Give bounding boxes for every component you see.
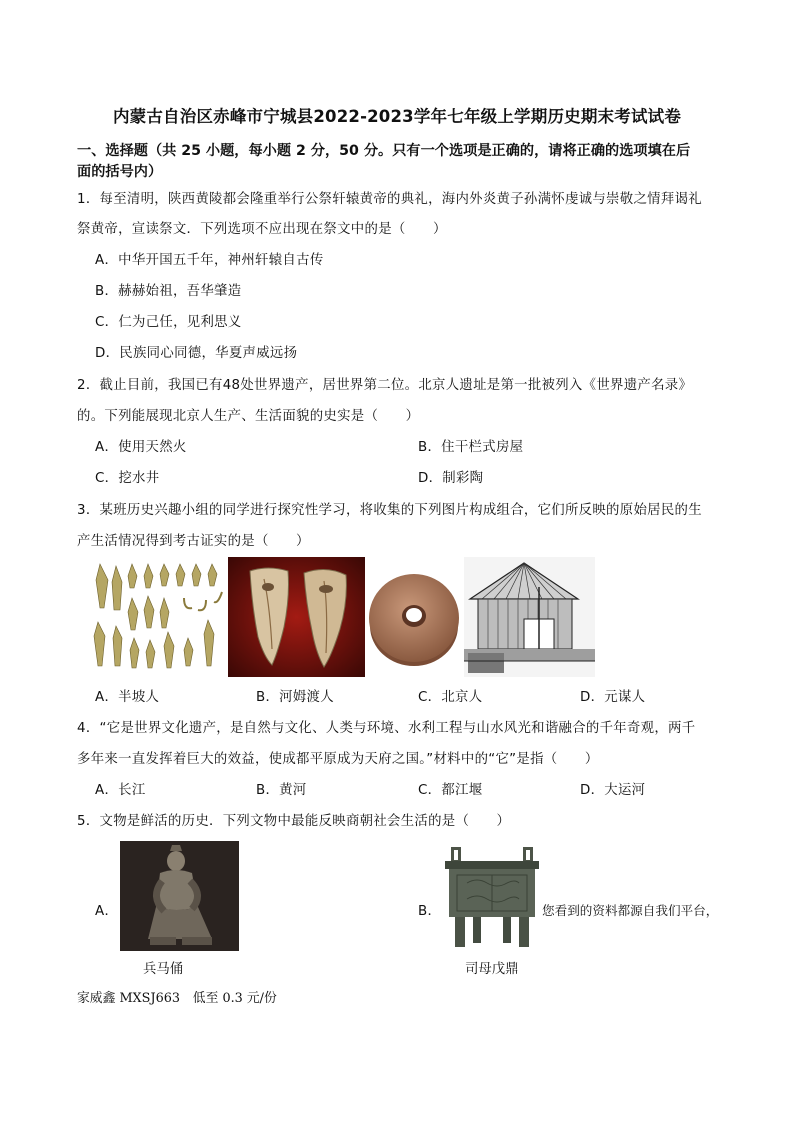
q4-option-b: B．黄河: [256, 783, 307, 798]
terracotta-warrior-image: [120, 841, 239, 951]
q4-stem-line1: 4．“它是世界文化遗产，是自然与文化、人类与环境、水利工程与山水风光和谐融合的千年奇观，两千: [77, 721, 696, 736]
q2-option-b: B．住干栏式房屋: [418, 440, 524, 455]
promo-footer: 家威鑫 MXSJ663 低至 0.3 元/份: [77, 991, 277, 1006]
bone-tools-image: [88, 558, 228, 676]
q3-option-a: A．半坡人: [95, 690, 160, 705]
q4-option-c: C．都江堰: [418, 783, 483, 798]
simuwu-ding-image: [443, 843, 541, 952]
q1-stem-line2: 祭黄帝，宣读祭文．下列选项不应出现在祭文中的是（ ）: [77, 222, 447, 237]
q5-option-b-caption: 司母戊鼎: [465, 962, 519, 977]
q5-option-a-caption: 兵马俑: [143, 962, 184, 977]
section-heading-line2: 面的括号内）: [77, 164, 163, 180]
q2-option-c: C．挖水井: [95, 471, 160, 486]
exam-title: 内蒙古自治区赤峰市宁城县2022-2023学年七年级上学期历史期末考试试卷: [112, 107, 682, 126]
q2-stem-line1: 2．截止目前，我国已有48处世界遗产，居世界第二位。北京人遗址是第一批被列入《世界遗产名录》: [77, 378, 693, 393]
q3-stem-line2: 产生活情况得到考古证实的是（ ）: [77, 534, 310, 549]
q1-option-b: B．赫赫始祖，吾华肇造: [95, 284, 242, 299]
q1-option-a: A．中华开国五千年，神州轩辕自古传: [95, 253, 324, 268]
q3-stem-line1: 3．某班历史兴趣小组的同学进行探究性学习，将收集的下列图片构成组合，它们所反映的原始居民的生: [77, 503, 702, 518]
stilt-house-image: [464, 557, 595, 677]
q5-stem: 5．文物是鲜活的历史．下列文物中最能反映商朝社会生活的是（ ）: [77, 814, 511, 829]
section-heading-line1: 一、选择题（共 25 小题，每小题 2 分，50 分。只有一个选项是正确的，请将正确的选项填在后: [77, 143, 691, 159]
q4-option-a: A．长江: [95, 783, 146, 798]
bone-plough-image: [228, 557, 365, 677]
promo-overlay-text: 您看到的资料都源自我们平台，: [542, 903, 719, 918]
q1-option-c: C．仁为己任，见利思义: [95, 315, 242, 330]
q5-option-b-label: B．: [418, 904, 442, 919]
q2-option-a: A．使用天然火: [95, 440, 187, 455]
q2-stem-line2: 的。下列能展现北京人生产、生活面貌的史实是（ ）: [77, 409, 420, 424]
q1-option-d: D．民族同心同德，华夏声威远扬: [95, 346, 298, 361]
q3-option-d: D．元谋人: [580, 690, 646, 705]
q4-option-d: D．大运河: [580, 783, 646, 798]
q5-option-a-label: A．: [95, 904, 119, 919]
q2-option-d: D．制彩陶: [418, 471, 484, 486]
spindle-whorl-image: [366, 560, 462, 676]
q3-option-c: C．北京人: [418, 690, 483, 705]
q1-stem-line1: 1．每至清明，陕西黄陵都会隆重举行公祭轩辕黄帝的典礼，海内外炎黄子孙满怀虔诚与崇敬之情拜谒礼: [77, 192, 702, 207]
q3-option-b: B．河姆渡人: [256, 690, 334, 705]
q4-stem-line2: 多年来一直发挥着巨大的效益，使成都平原成为天府之国。”材料中的“它”是指（ ）: [77, 752, 599, 767]
